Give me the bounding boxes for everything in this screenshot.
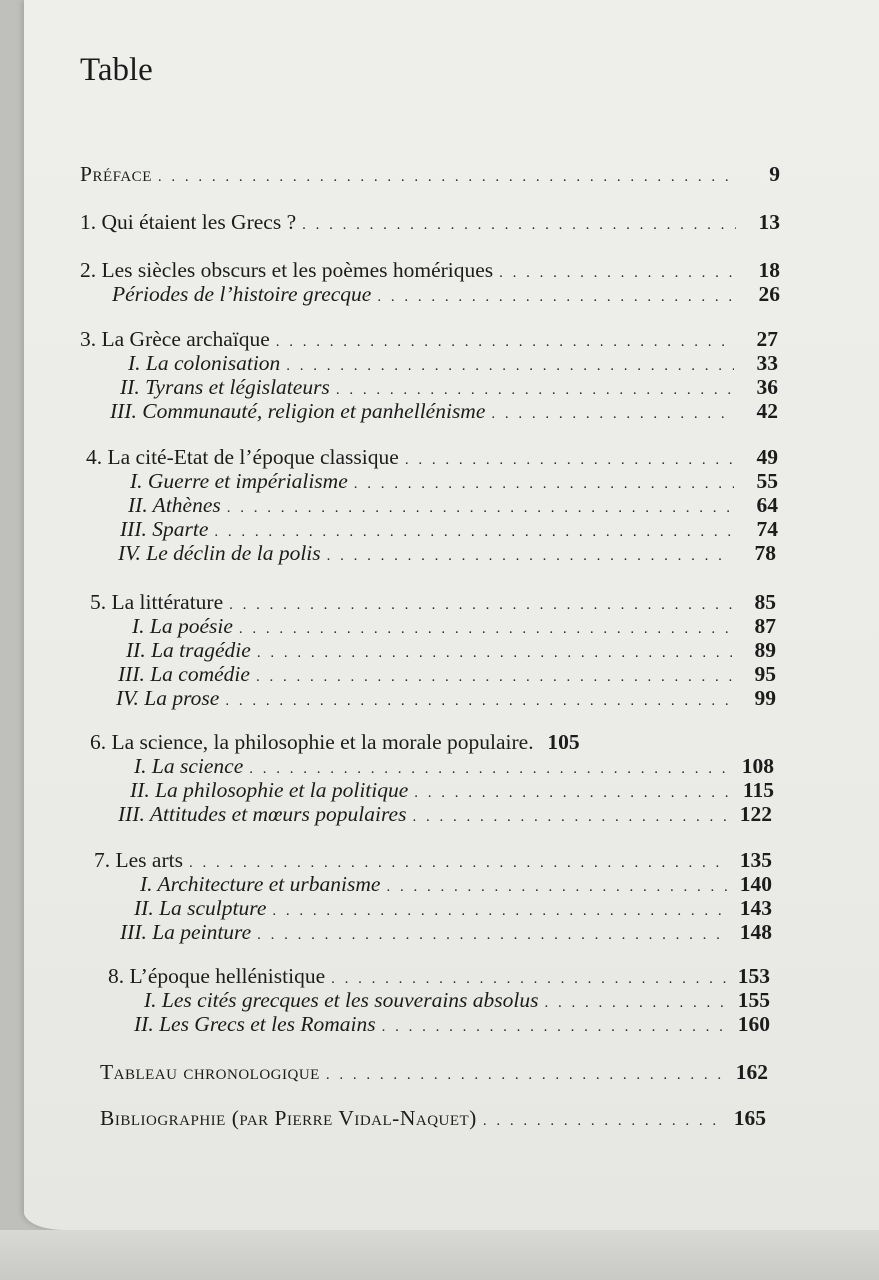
toc-entry xyxy=(140,872,772,896)
toc-entry xyxy=(128,493,778,517)
dot-leader xyxy=(302,217,736,234)
page-number: 148 xyxy=(739,920,772,944)
entry-label: II. La sculpture xyxy=(134,896,267,920)
toc-entry xyxy=(130,778,774,802)
toc-entry xyxy=(110,399,778,423)
dot-leader xyxy=(326,1067,724,1084)
entry-label: III. Attitudes et mœurs populaires xyxy=(118,802,407,826)
entry-label: 7. Les arts xyxy=(94,848,183,872)
toc-entry xyxy=(128,351,778,375)
page-number: 155 xyxy=(737,988,770,1012)
entry-label: 4. La cité-Etat de l’époque classique xyxy=(86,445,399,469)
toc-entry xyxy=(100,1060,768,1084)
page-number: 64 xyxy=(756,493,778,517)
toc-entry xyxy=(120,375,778,399)
page-number: 33 xyxy=(756,351,778,375)
page-title: Table xyxy=(80,52,153,88)
entry-label: III. La comédie xyxy=(118,662,250,686)
page-number: 143 xyxy=(739,896,772,920)
toc-entry xyxy=(118,802,772,826)
toc-entry xyxy=(134,896,772,920)
toc-entry xyxy=(90,590,776,614)
page-number: 99 xyxy=(754,686,776,710)
page-number: 153 xyxy=(737,964,770,988)
entry-label: Périodes de l’histoire grecque xyxy=(112,282,372,306)
dot-leader xyxy=(377,289,736,306)
page-number: 13 xyxy=(758,210,780,234)
entry-label: Préface xyxy=(80,162,152,186)
toc-entry xyxy=(118,662,776,686)
entry-label: II. Les Grecs et les Romains xyxy=(134,1012,376,1036)
dot-leader xyxy=(382,1019,726,1036)
page-number: 115 xyxy=(742,778,774,802)
dot-leader xyxy=(483,1113,722,1130)
entry-label: 2. Les siècles obscurs et les poèmes homériques xyxy=(80,258,494,282)
dot-leader xyxy=(386,879,728,896)
dot-leader xyxy=(499,265,736,282)
entry-label: 3. La Grèce archaïque xyxy=(80,327,270,351)
entry-label: 8. L’époque hellénistique xyxy=(108,964,326,988)
page-number: 105 xyxy=(547,730,580,754)
page-number: 135 xyxy=(739,848,772,872)
entry-label: III. Sparte xyxy=(120,517,209,541)
page-number: 108 xyxy=(741,754,774,778)
dot-leader xyxy=(239,621,732,638)
page-number: 95 xyxy=(754,662,776,686)
dot-leader xyxy=(214,524,734,541)
toc-entry xyxy=(132,614,776,638)
dot-leader xyxy=(158,169,736,186)
dot-leader xyxy=(414,785,730,802)
entry-label: 6. La science, la philosophie et la morale populaire. xyxy=(90,730,534,754)
entry-label: I. La science xyxy=(134,754,244,778)
dot-leader xyxy=(327,548,732,565)
toc-entry xyxy=(80,210,780,234)
toc-entry xyxy=(86,445,778,469)
dot-leader xyxy=(491,406,734,423)
toc-entry xyxy=(90,730,776,754)
dot-leader xyxy=(286,358,734,375)
entry-label: IV. Le déclin de la polis xyxy=(118,541,321,565)
entry-label: Bibliographie (par Pierre Vidal-Naquet) xyxy=(100,1106,477,1130)
page-number: 122 xyxy=(739,802,772,826)
entry-label: Tableau chronologique xyxy=(100,1060,320,1084)
toc-entry xyxy=(94,848,772,872)
entry-label: I. Les cités grecques et les souverains absolus xyxy=(144,988,539,1012)
entry-label: I. Architecture et urbanisme xyxy=(140,872,381,896)
dot-leader xyxy=(272,903,728,920)
toc-entry xyxy=(144,988,770,1012)
toc-entry xyxy=(134,754,774,778)
toc-entry xyxy=(100,1106,766,1130)
dot-leader xyxy=(405,452,734,469)
page-number: 85 xyxy=(754,590,776,614)
dot-leader xyxy=(225,693,732,710)
dot-leader xyxy=(276,334,734,351)
toc-entry xyxy=(80,162,780,186)
dot-leader xyxy=(336,382,734,399)
entry-label: 5. La littérature xyxy=(90,590,224,614)
page-number: 9 xyxy=(769,162,780,186)
dot-leader xyxy=(331,971,726,988)
dot-leader xyxy=(257,645,732,662)
page-number: 89 xyxy=(754,638,776,662)
toc-entry xyxy=(80,327,778,351)
entry-label: III. Communauté, religion et panhellénisme xyxy=(110,399,486,423)
dot-leader xyxy=(227,500,734,517)
toc-entry xyxy=(130,469,778,493)
page-number: 18 xyxy=(758,258,780,282)
dot-leader xyxy=(412,809,728,826)
page-number: 42 xyxy=(756,399,778,423)
page-number: 26 xyxy=(758,282,780,306)
dot-leader xyxy=(354,476,734,493)
page-number: 49 xyxy=(756,445,778,469)
toc-entry xyxy=(120,920,772,944)
toc-entry xyxy=(120,517,778,541)
dot-leader xyxy=(189,855,728,872)
page-number: 165 xyxy=(733,1106,766,1130)
page-number: 162 xyxy=(735,1060,768,1084)
page-number: 55 xyxy=(756,469,778,493)
toc-entry xyxy=(118,541,776,565)
page-number: 140 xyxy=(739,872,772,896)
entry-label: II. Athènes xyxy=(128,493,221,517)
dot-leader xyxy=(249,761,730,778)
toc-entry xyxy=(116,686,776,710)
page-number: 160 xyxy=(737,1012,770,1036)
entry-label: I. La colonisation xyxy=(128,351,281,375)
toc-entry xyxy=(80,258,780,282)
entry-label: IV. La prose xyxy=(116,686,220,710)
toc-entry xyxy=(108,964,770,988)
toc-entry xyxy=(134,1012,770,1036)
page-edge-shadow xyxy=(0,1230,879,1280)
entry-label: 1. Qui étaient les Grecs ? xyxy=(80,210,297,234)
page-number: 74 xyxy=(756,517,778,541)
dot-leader xyxy=(545,995,726,1012)
entry-label: II. La tragédie xyxy=(126,638,251,662)
dot-leader xyxy=(229,597,732,614)
toc-entry xyxy=(112,282,780,306)
entry-label: II. Tyrans et législateurs xyxy=(120,375,330,399)
page-number: 27 xyxy=(756,327,778,351)
entry-label: III. La peinture xyxy=(120,920,252,944)
entry-label: I. Guerre et impérialisme xyxy=(130,469,348,493)
entry-label: I. La poésie xyxy=(132,614,233,638)
toc-entry xyxy=(126,638,776,662)
page-number: 78 xyxy=(754,541,776,565)
page-number: 87 xyxy=(754,614,776,638)
dot-leader xyxy=(257,927,728,944)
page-number: 36 xyxy=(756,375,778,399)
dot-leader xyxy=(256,669,732,686)
entry-label: II. La philosophie et la politique xyxy=(130,778,409,802)
